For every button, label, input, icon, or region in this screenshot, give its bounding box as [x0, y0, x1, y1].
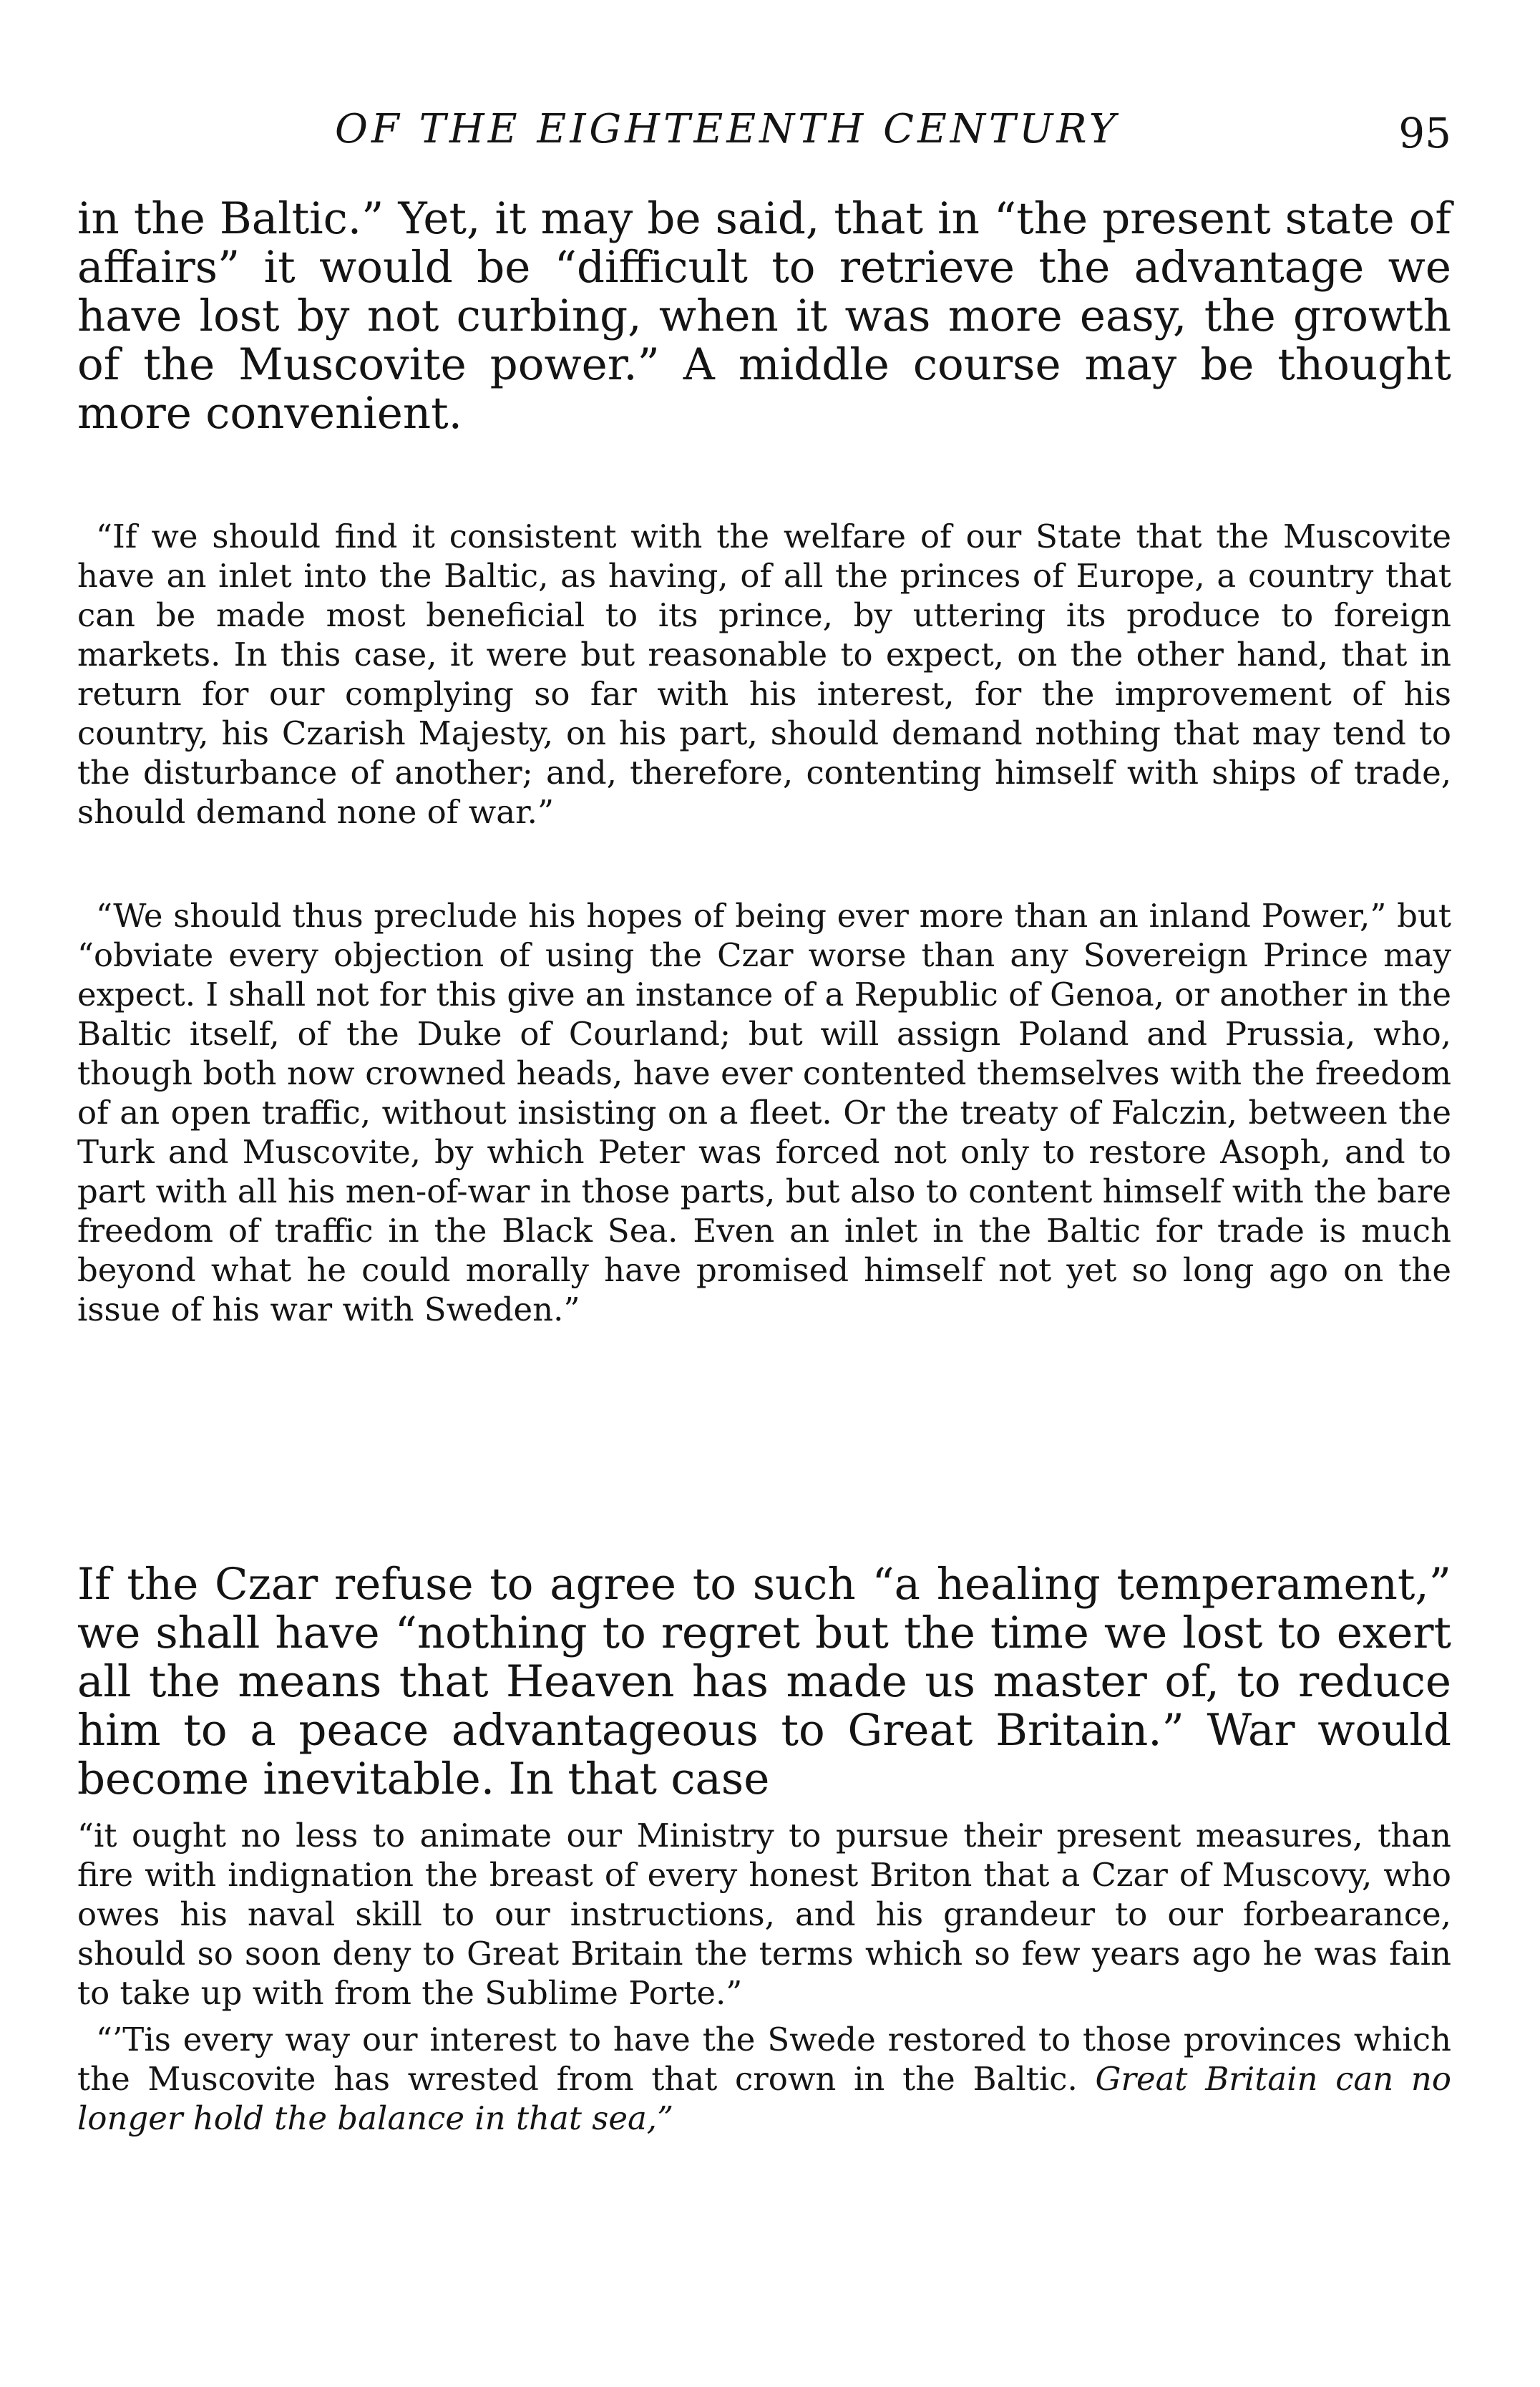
running-title: OF THE EIGHTEENTH CENTURY [335, 106, 1119, 152]
page-header [77, 106, 1451, 163]
page-number: 95 [1398, 109, 1451, 157]
body-paragraph-2: If the Czar refuse to agree to such “a healing temperament,” we shall have “nothing to regret but the time we lost to exert all the means that Heaven has made us master of, to reduce him to a peace advantageous to Great Britain.” War would become inevitable. In that case [77, 1559, 1451, 1804]
block-quote-4-italic: Great Britain can no longer hold the balance in that sea,” [77, 2060, 1451, 2137]
block-quote-1-text: “If we should find it consistent with the welfare of our State that the Muscovite have an inlet into the Baltic, as having, of all the princes of Europe, a country that can be made most beneficial to its prince, by uttering its produce to foreign markets. In this case, it were but reasonable to expect, on the other hand, that in return for our complying so far with his interest, for the improvement of his country, his Czarish Majesty, on his part, should demand nothing that may tend to the disturbance of another; and, therefore, contenting himself with ships of trade, should demand none of war.” [77, 517, 1451, 831]
body-paragraph-1: in the Baltic.” Yet, it may be said, that in “the present state of affairs” it would be “difficult to retrieve the advantage we have lost by not curbing, when it was more easy, the growth of the Muscovite power.” A middle course may be thought more convenient. [77, 193, 1451, 439]
block-quote-4-text: “’Tis every way our interest to have the Swede restored to those provinces which the Muscovite has wrested from that crown in the Baltic. [77, 2021, 1451, 2098]
block-quote-3: “it ought no less to animate our Ministry to pursue their present measures, than fire with indignation the breast of every honest Briton that a Czar of Muscovy, who owes his naval skill to our instructions, and his grandeur to our forbearance, should so soon deny to Great Britain the terms which so few years ago he was fain to take up with from the Sublime Porte.” [77, 1817, 1451, 2012]
block-quote-4 [77, 2020, 1451, 2138]
block-quote-2 [77, 896, 1451, 1329]
block-quote-2-text: “We should thus preclude his hopes of being ever more than an inland Power,” but “obviate every objection of using the Czar worse than any Sovereign Prince may expect. I shall not for this give an instance of a Republic of Genoa, or another in the Baltic itself, of the Duke of Courland; but will assign Poland and Prussia, who, though both now crowned heads, have ever contented themselves with the freedom of an open traffic, without insisting on a fleet. Or the treaty of Falczin, between the Turk and Muscovite, by which Peter was forced not only to restore Asoph, and to part with all his men-of-war in those parts, but also to content himself with the bare freedom of traffic in the Black Sea. Even an inlet in the Baltic for trade is much beyond what he could morally have promised himself not yet so long ago on the issue of his war with Sweden.” [77, 897, 1451, 1328]
block-quote-1 [77, 517, 1451, 832]
